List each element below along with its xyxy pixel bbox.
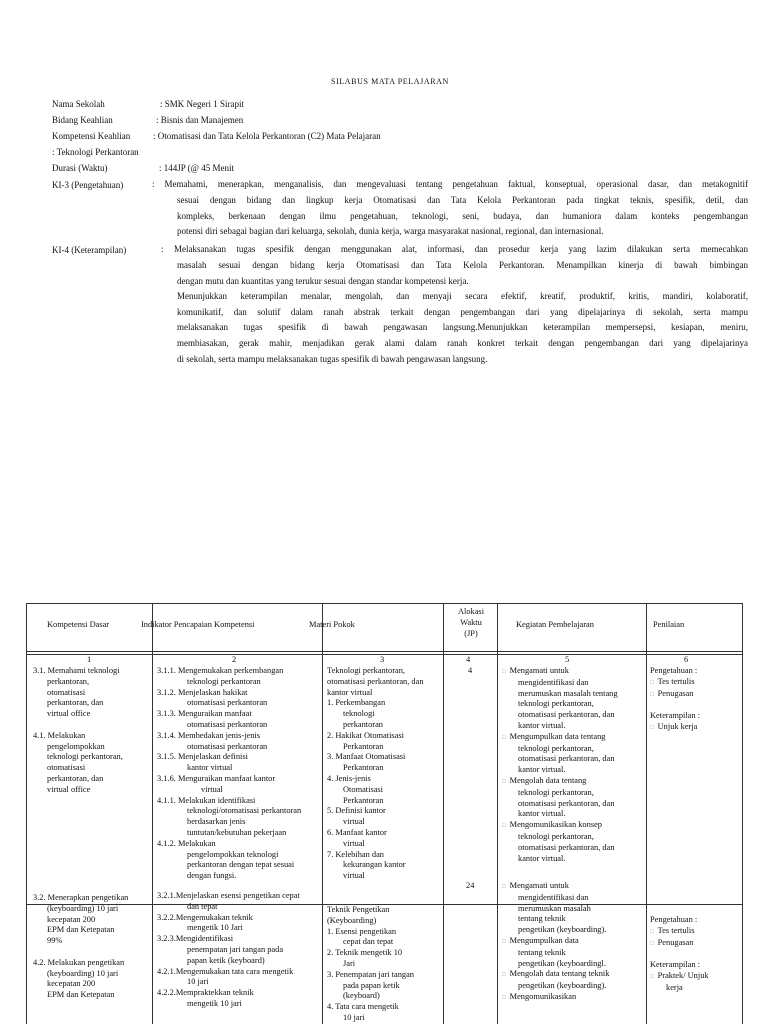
text-line: Pengetahuan : <box>650 915 698 924</box>
text-line: virtual <box>343 838 365 848</box>
text-line: 2. Hakikat Otomatisasi <box>327 730 404 740</box>
text-line: teknologi perkantoran, <box>518 787 594 797</box>
text-line: mengidentifikasi dan <box>518 677 589 687</box>
text-line: papan ketik (keyboard) <box>187 955 265 965</box>
text-line: otomatisasi <box>47 763 86 773</box>
column-number: 5 <box>565 655 570 664</box>
text-line: Tes tertulis <box>657 676 695 686</box>
ki4-line: melaksanakan tugas spesifik di bawah pengawasan langsung.Menunjukkan keterampilan mempersepsi, kesiapan, meniru, <box>177 322 748 333</box>
ki3-text <box>152 177 748 193</box>
row1-alokasi: 4 <box>468 666 473 675</box>
nama-sekolah-value: : SMK Negeri 1 Sirapit <box>160 99 244 109</box>
text-line: virtual <box>343 871 365 881</box>
text-line: otomatisasi perkantoran <box>187 741 268 751</box>
text-line: dan tepat <box>187 901 218 911</box>
text-line: Keterampilan : <box>650 960 700 970</box>
text-line: Mengumpulkan data tentang <box>509 731 606 741</box>
text-line: mengetik 10 Jari <box>187 923 243 933</box>
text-line: Mengumpulkan data <box>509 935 579 945</box>
column-number: 2 <box>232 655 237 664</box>
header-kompetensi-dasar: Kompetensi Dasar <box>47 620 110 629</box>
text-line: kantor virtual. <box>518 765 566 775</box>
text-line: 3.1.2. Menjelaskan hakikat <box>157 687 248 697</box>
ki3-line: potensi diri sebagai bagian dari keluarga, sekolah, dunia kerja, warga masyarakat nasional, regional, dan internasional. <box>177 226 604 237</box>
row2-materi-pokok <box>327 905 414 1024</box>
kompetensi-keahlian-value: : Otomatisasi dan Tata Kelola Perkantoran (C2) Mata Pelajaran <box>153 131 381 141</box>
text-line: virtual office <box>47 784 91 794</box>
text-line: Mengamati untuk <box>509 881 569 890</box>
text-line: Unjuk kerja <box>657 721 698 731</box>
ki3-line: : Memahami, menerapkan, menganalisis, dan mengevaluasi tentang pengetahuan faktual, konseptual, operasional dasar, dan metakognitif <box>152 179 748 189</box>
text-line: Perkantoran <box>343 741 384 751</box>
text-line: otomatisasi perkantoran, dan <box>518 842 615 852</box>
text-line: 3.2.1.Menjelaskan esensi pengetikan cepat <box>157 891 300 900</box>
text-line: Mengomunikasikan konsep <box>509 820 602 830</box>
bullet-icon: □ <box>502 669 506 675</box>
text-line: Mengamati untuk <box>509 666 569 675</box>
header-alokasi-line: Waktu <box>460 617 482 627</box>
bullet-icon: □ <box>502 938 506 945</box>
text-line: Teknik Pengetikan <box>327 905 390 914</box>
header-penilaian: Penilaian <box>653 620 685 629</box>
text-line: tentang teknik <box>518 947 566 957</box>
text-line: 7. Kelebihan dan <box>327 849 384 859</box>
table-column-divider <box>443 603 444 1024</box>
bullet-icon: □ <box>502 778 506 785</box>
text-line: teknologi perkantoran, <box>47 752 123 762</box>
text-line: (keyboard) <box>343 991 380 1001</box>
ki4-text-cont <box>177 258 748 367</box>
text-line: berdasarkan jenis <box>187 817 246 827</box>
text-line: 3.2.3.Mengidentifikasi <box>157 934 234 944</box>
row2-kegiatan <box>502 881 609 1004</box>
text-line: kantor virtual. <box>518 809 566 819</box>
ki3-text-cont <box>177 193 748 240</box>
bidang-keahlian-label: Bidang Keahlian <box>52 115 113 125</box>
text-line: kantor virtual <box>187 763 233 773</box>
text-line: merumuskan masalah <box>518 903 591 913</box>
text-line: perkantoran dengan tepat sesuai <box>187 860 295 870</box>
text-line: 3.1.4. Membedakan jenis-jenis <box>157 730 261 740</box>
text-line: pada papan ketik <box>343 980 400 990</box>
table-column-divider <box>322 603 323 1024</box>
header-alokasi-line: (JP) <box>464 628 478 638</box>
text-line: perkantoran <box>343 719 383 729</box>
text-line: virtual <box>343 817 365 827</box>
table-column-divider <box>152 603 153 1024</box>
text-line: 4. Tata cara mengetik <box>327 1002 399 1012</box>
text-line: 1. Esensi pengetikan <box>327 926 397 936</box>
text-line: 2. Teknik mengetik 10 <box>327 948 403 958</box>
table-column-divider <box>646 603 647 1024</box>
column-number: 6 <box>684 655 689 664</box>
text-line: teknologi perkantoran, <box>518 699 594 709</box>
text-line: 4. Jenis-jenis <box>327 773 371 783</box>
text-line: 4.2.1.Mengemukakan tata cara mengetik <box>157 966 294 976</box>
text-line: perkantoran, dan <box>47 698 104 708</box>
text-line: kerja <box>666 982 683 992</box>
text-line: teknologi perkantoran, <box>518 831 594 841</box>
text-line: otomatisasi perkantoran <box>187 698 268 708</box>
ki4-line: : Melaksanakan tugas spesifik dengan menggunakan alat, informasi, dan prosedur kerja yang lazim dilakukan serta memecahkan <box>161 244 748 254</box>
text-line: pengelompokkan teknologi <box>187 849 279 859</box>
text-line: teknologi <box>343 709 375 719</box>
bullet-icon: □ <box>502 734 506 741</box>
header-alokasi-line: Alokasi <box>457 607 485 616</box>
text-line: pengelompokkan <box>47 741 105 751</box>
text-line: Mengolah data tentang <box>509 775 587 785</box>
text-line: otomatisasi perkantoran, dan <box>518 798 615 808</box>
ki3-label: KI-3 (Pengetahuan) <box>52 180 124 190</box>
table-border-right <box>742 603 743 1024</box>
durasi-value: : 144JP (@ 45 Menit <box>159 163 234 173</box>
text-line: kecepatan 200 <box>47 914 96 924</box>
ki3-line: sesuai dengan bidang dan lingkup kerja Otomatisasi dan Tata Kelola Perkantoran pada tingkat teknis, spesifik, detil, dan <box>177 195 748 205</box>
text-line: 3.1.6. Menguraikan manfaat kantor <box>157 773 276 783</box>
text-line: Pengetahuan : <box>650 666 698 675</box>
bidang-keahlian-value: : Bisnis dan Manajemen <box>156 115 244 125</box>
spacer <box>650 700 700 711</box>
text-line: kantor virtual. <box>518 853 566 863</box>
ki4-line: di sekolah, serta mampu melaksanakan tugas spesifik di bawah pengawasan langsung. <box>177 353 488 364</box>
text-line: 10 jari <box>343 1012 365 1022</box>
header-kegiatan: Kegiatan Pembelajaran <box>516 620 594 629</box>
header-materi-pokok: Materi Pokok <box>309 620 355 629</box>
bullet-icon: □ <box>650 691 654 698</box>
text-line: 1. Perkembangan <box>327 698 386 708</box>
text-line: otomatisasi perkantoran, dan <box>327 676 424 686</box>
text-line: otomatisasi perkantoran, dan <box>518 710 615 720</box>
text-line: Praktek/ Unjuk <box>657 970 709 980</box>
text-line: 3.1. Memahami teknologi <box>33 666 120 675</box>
row1-kegiatan <box>502 666 618 864</box>
text-line: 3.1.5. Menjelaskan definisi <box>157 752 248 762</box>
column-number: 1 <box>87 655 92 664</box>
text-line: 4.1. Melakukan <box>33 730 86 740</box>
text-line: tuntutan/kebutuhan pekerjaan <box>187 827 287 837</box>
text-line: (keyboarding) 10 jari <box>47 968 119 978</box>
kompetensi-keahlian-continuation: : Teknologi Perkantoran <box>52 147 139 157</box>
text-line: Teknologi perkantoran, <box>327 666 406 675</box>
bullet-icon: □ <box>502 823 506 830</box>
text-line: pengetikan (keyboarding). <box>518 925 607 935</box>
text-line: 4.2.2.Mempraktekkan teknik <box>157 988 254 998</box>
spacer <box>33 720 123 731</box>
text-line: 3.2. Menerapkan pengetikan <box>33 893 129 902</box>
text-line: teknologi perkantoran <box>187 676 261 686</box>
text-line: teknologi/otomatisasi perkantoran <box>187 806 302 816</box>
row1-kompetensi-dasar <box>33 666 123 796</box>
text-line: (keyboarding) 10 jari <box>47 903 119 913</box>
ki4-line: masalah sesuai dengan bidang kerja Otomatisasi dan Tata Kelola Perkantoran. Menampilkan kinerja di bawah bimbingan <box>177 260 748 270</box>
text-line: Tes tertulis <box>657 925 695 935</box>
kompetensi-keahlian-label: Kompetensi Keahlian <box>52 131 131 141</box>
text-line: Perkantoran <box>343 763 384 773</box>
text-line: EPM dan Ketepatan <box>47 925 115 935</box>
table-column-divider <box>497 603 498 1024</box>
text-line: 3. Penempatan jari tangan <box>327 969 414 979</box>
spacer <box>33 947 128 958</box>
bullet-icon: □ <box>502 972 506 979</box>
text-line: 6. Manfaat kantor <box>327 827 387 837</box>
text-line: kantor virtual <box>327 687 373 697</box>
header-indikator: Indikator Pencapaian Kompetensi <box>141 620 255 629</box>
row2-kompetensi-dasar <box>33 893 128 1001</box>
text-line: pengetikan (keyboardingl. <box>518 958 606 968</box>
text-line: otomatisasi perkantoran, dan <box>518 754 615 764</box>
text-line: merumuskan masalah tentang <box>518 688 618 698</box>
text-line: Perkantoran <box>343 795 384 805</box>
text-line: 3. Manfaat Otomatisasi <box>327 752 406 762</box>
text-line: 4.1.1. Melakukan identifikasi <box>157 795 256 805</box>
table-border-left <box>26 603 27 1024</box>
text-line: 10 jari <box>187 977 209 987</box>
text-line: virtual <box>201 784 223 794</box>
text-line: 99% <box>47 936 63 946</box>
text-line: mengidentifikasi dan <box>518 892 589 902</box>
bullet-icon: □ <box>502 994 506 1001</box>
bullet-icon: □ <box>502 884 506 890</box>
text-line: 4.1.2. Melakukan <box>157 838 216 848</box>
spacer <box>650 949 709 960</box>
ki4-line: Menunjukkan keterampilan menalar, mengolah, dan menyaji secara efektif, kreatif, produktif, kritis, mandiri, kolaboratif, <box>177 291 748 302</box>
text-line: 3.1.1. Mengemukakan perkembangan <box>157 666 284 675</box>
row2-penilaian <box>650 915 709 994</box>
text-line: 3.1.3. Menguraikan manfaat <box>157 709 252 719</box>
text-line: otomatisasi <box>47 687 86 697</box>
text-line: Penugasan <box>657 937 694 947</box>
table-header-divider <box>26 651 743 652</box>
text-line: Otomatisasi <box>343 784 384 794</box>
durasi-label: Durasi (Waktu) <box>52 163 108 173</box>
text-line: 3.2.2.Mengemukakan teknik <box>157 912 253 922</box>
ki4-line: membiasakan, gerak mahir, menjadikan gerak alami dalam ranah konkret terkait dengan pengembangan dari yang dipelajarinya <box>177 337 748 348</box>
text-line: virtual office <box>47 709 91 719</box>
text-line: cepat dan tepat <box>343 937 394 947</box>
text-line: EPM dan Ketepatan <box>47 990 115 1000</box>
table-header-divider <box>26 654 743 655</box>
bullet-icon: □ <box>650 679 654 686</box>
text-line: otomatisasi perkantoran <box>187 719 268 729</box>
text-line: dengan fungsi. <box>187 871 237 881</box>
document-title: SILABUS MATA PELAJARAN <box>331 77 449 86</box>
ki4-line: komunikatif, dan solutif dalam ranah abstrak terkait dengan pengembangan dari yang dipelajarinya di sekolah, serta mampu <box>177 306 748 317</box>
text-line: penempatan jari tangan pada <box>187 944 284 954</box>
bullet-icon: □ <box>650 928 654 935</box>
row2-indikator <box>157 891 300 1010</box>
text-line: kekurangan kantor <box>343 860 406 870</box>
ki4-text <box>161 242 748 258</box>
bullet-icon: □ <box>650 973 654 980</box>
text-line: kecepatan 200 <box>47 979 96 989</box>
column-number: 4 <box>466 655 471 664</box>
text-line: perkantoran, <box>47 676 90 686</box>
text-line: perkantoran, dan <box>47 773 104 783</box>
ki4-line: dengan mutu dan kuantitas yang terukur sesuai dengan standar kompetensi kerja. <box>177 275 469 286</box>
bullet-icon: □ <box>650 724 654 731</box>
text-line: teknologi perkantoran, <box>518 743 594 753</box>
text-line: tentang teknik <box>518 914 566 924</box>
text-line: Keterampilan : <box>650 711 700 721</box>
text-line: Jari <box>343 958 356 968</box>
row1-indikator <box>157 666 301 882</box>
nama-sekolah-label: Nama Sekolah <box>52 99 105 109</box>
row1-materi-pokok <box>327 666 424 882</box>
text-line: 4.2. Melakukan pengetikan <box>33 957 125 967</box>
ki3-line: kompleks, berkenaan dengan ilmu pengetahuan, teknologi, seni, budaya, dan humaniora dalam konteks pengembangan <box>177 210 748 221</box>
text-line: mengetik 10 jari <box>187 998 242 1008</box>
row1-penilaian <box>650 666 700 734</box>
table-border-top <box>26 603 743 604</box>
column-number: 3 <box>380 655 385 664</box>
row2-alokasi: 24 <box>466 881 475 890</box>
text-line: Mengomunikasikan <box>509 991 577 1001</box>
text-line: Mengolah data tentang teknik <box>509 969 610 979</box>
text-line: (Keyboarding) <box>327 915 377 925</box>
header-alokasi <box>455 607 487 639</box>
bullet-icon: □ <box>650 940 654 947</box>
text-line: 5. Definisi kantor <box>327 806 386 816</box>
text-line: kantor virtual. <box>518 720 566 730</box>
text-line: Penugasan <box>657 688 694 698</box>
text-line: pengetikan (keyboarding). <box>518 981 607 991</box>
ki4-label: KI-4 (Keterampilan) <box>52 245 127 255</box>
